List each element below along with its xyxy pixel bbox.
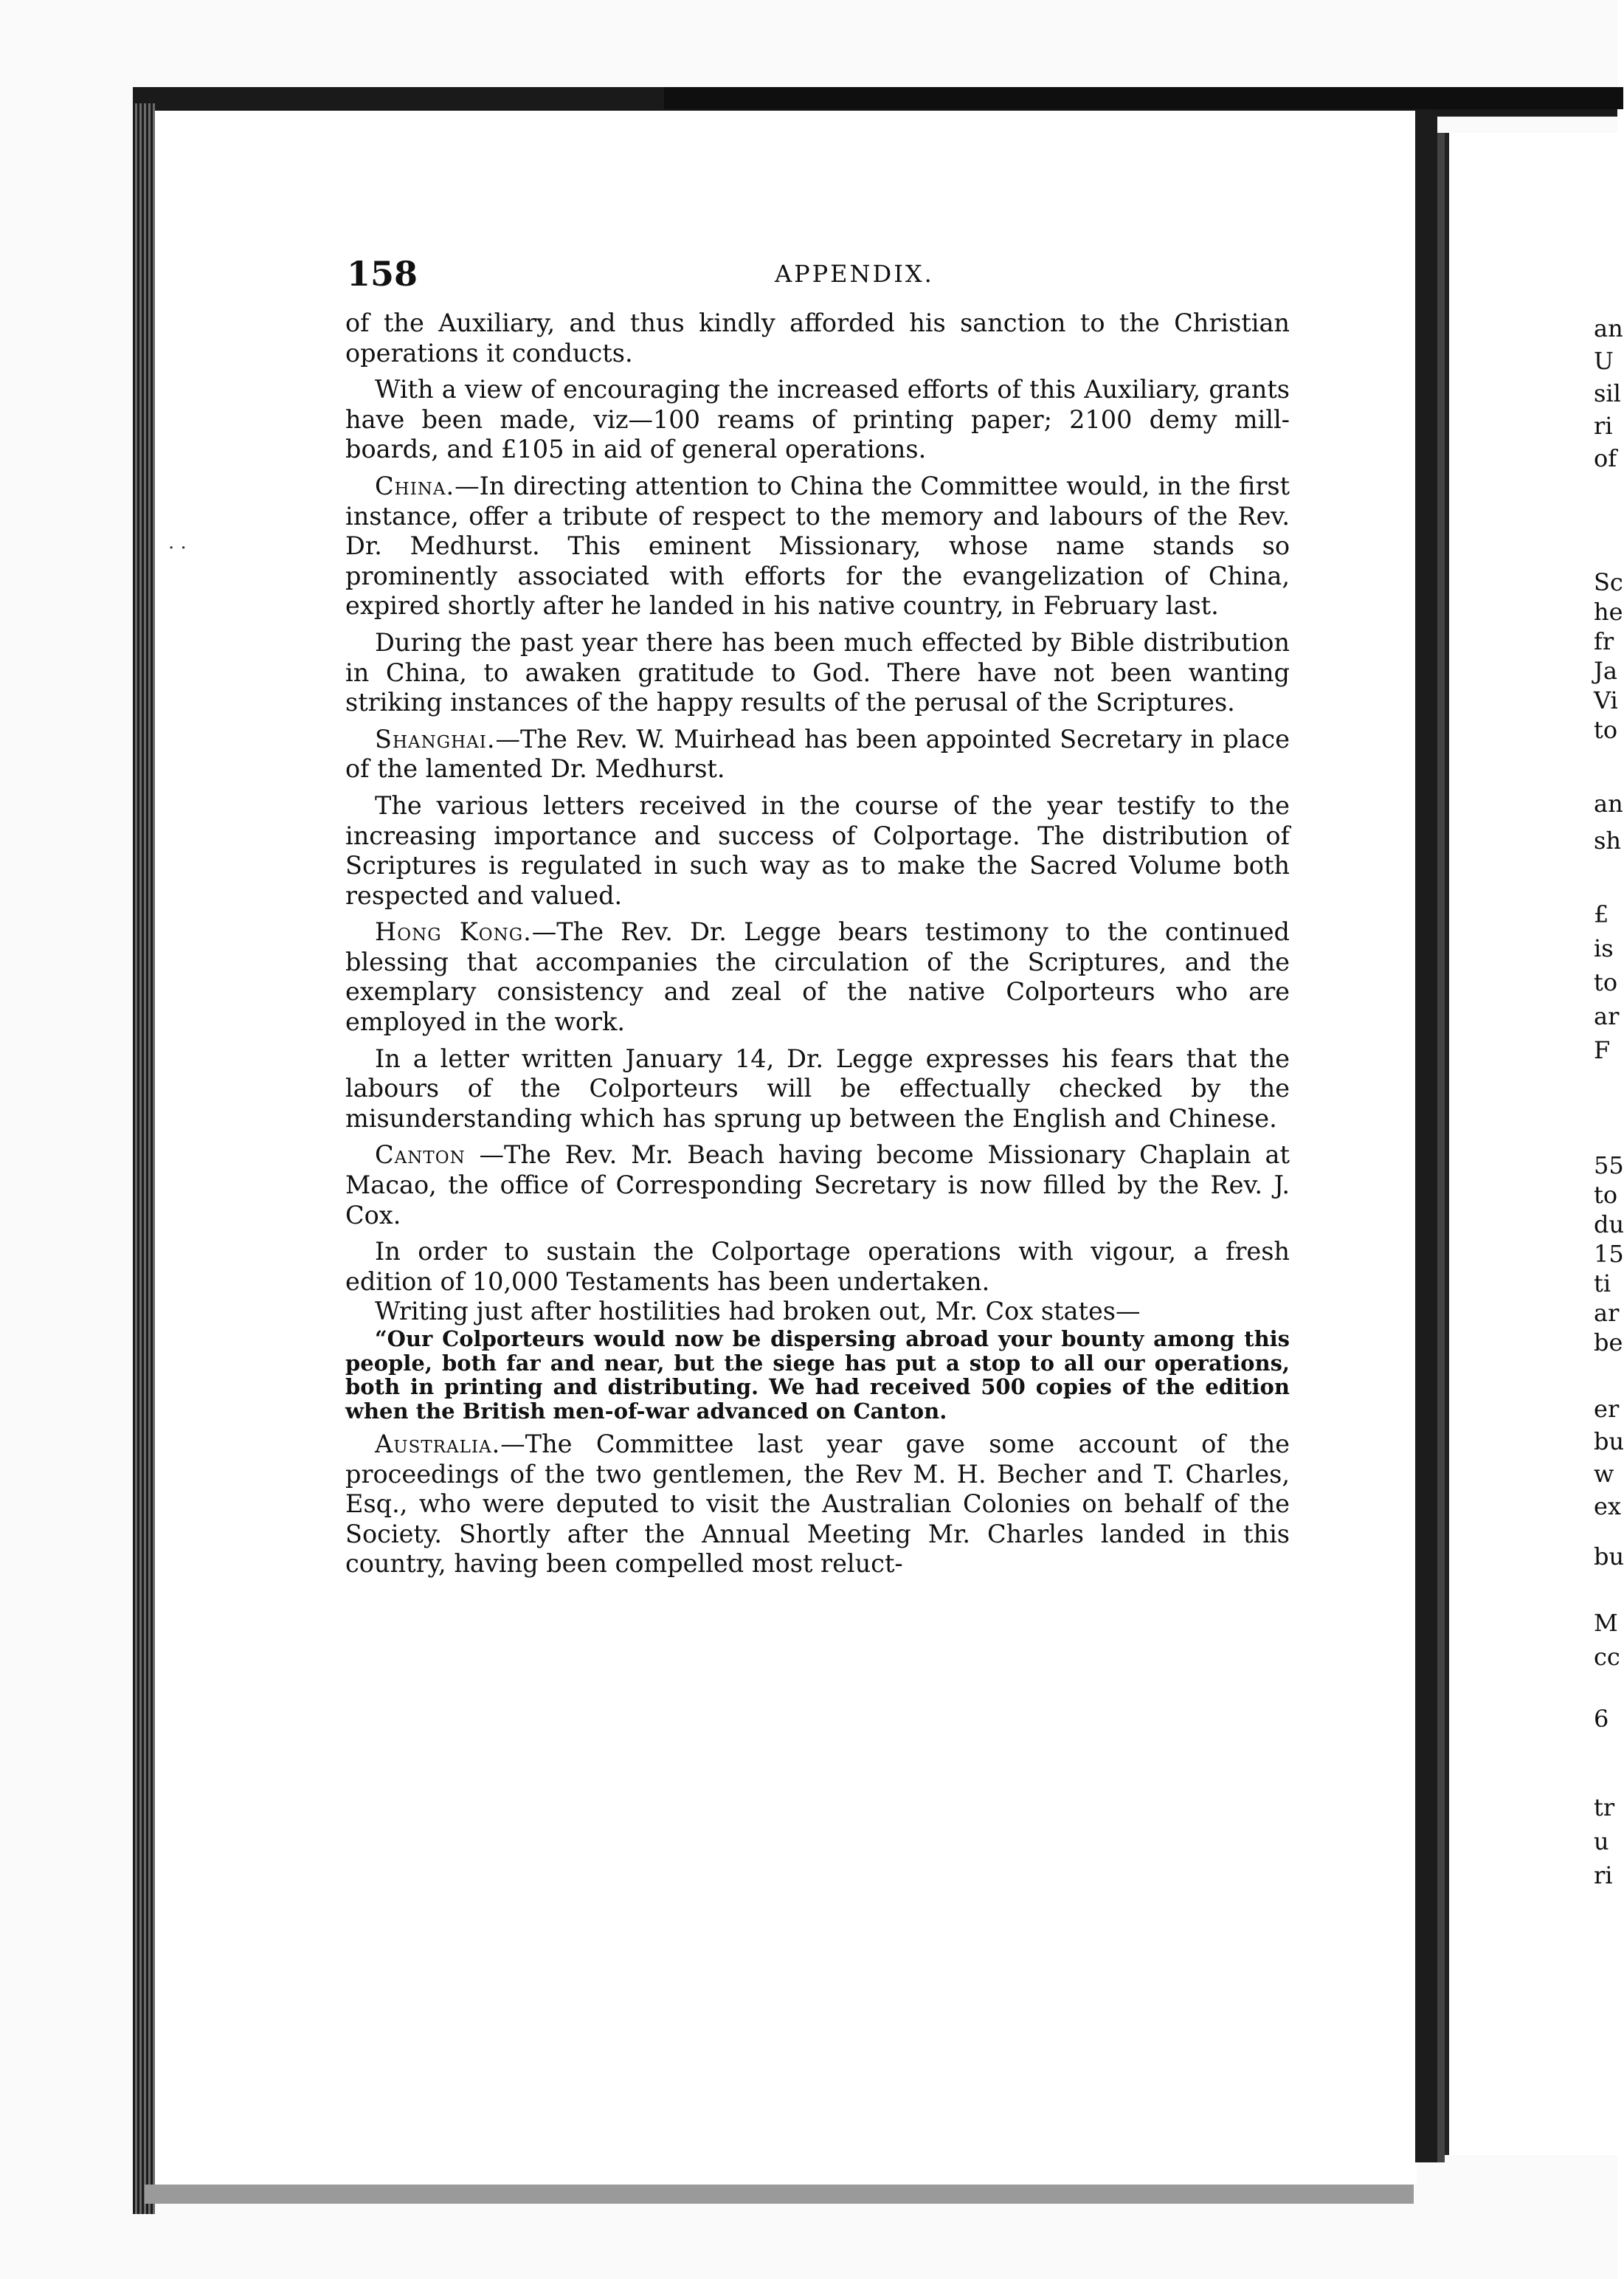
paragraph-bible-distribution: During the past year there has been much effected by Bible distribution in China, to awaken gratitude to God. There have not been wanting striking instances of the happy results of the perusal of the Scriptures. [345,627,1290,717]
section-text-china: —In directing attention to China the Committee would, in the first instance, offer a tribute of respect to the memory and labours of the Rev. Dr. Medhurst. This eminent Missionary, whose name stands so prominently associated with efforts for the evangelization of China, expired shortly after he landed in his native country, in February last. [345,471,1290,621]
right-page-fragment: of [1594,444,1617,472]
section-heading-australia: Australia. [375,1430,501,1458]
section-text-shanghai: —The Rev. W. Muirhead has been appointed Secretary in place of the lamented Dr. Medhurst. [345,724,1290,784]
right-page-fragment: tr [1594,1793,1615,1821]
page-body [345,308,1290,1579]
section-hong-kong [345,917,1290,1037]
quote-cox: “Our Colporteurs would now be dispersing abroad your bounty among this people, both far and near, but the siege has put a stop to all our operations, both in printing and distributing. We had received 500 copies of the edition when the British men-of-war advanced on Canton. [345,1326,1290,1424]
right-page-fragment: to [1594,968,1618,996]
section-heading-china: China. [375,471,455,500]
right-page-fragment: Sc [1594,568,1623,596]
right-page-fragment: du [1594,1210,1624,1238]
section-shanghai [345,725,1290,785]
right-page-fragment: ar [1594,1299,1620,1327]
right-page-fragment: cc [1594,1643,1620,1671]
paragraph-legge-letter: In a letter written January 14, Dr. Legge expresses his fears that the labours of the Colporteurs will be effectually checked by the misunderstanding which has sprung up between the English and Chinese. [345,1044,1290,1133]
right-page-fragment: be [1594,1328,1623,1356]
page-edges-left [133,103,155,2214]
section-australia [345,1430,1290,1579]
section-heading-canton: Canton [375,1140,466,1170]
running-head: APPENDIX. [775,260,934,288]
right-page-fragment: ex [1594,1492,1621,1520]
right-page-fragment: is [1594,934,1614,962]
right-page-fragment: w [1594,1460,1614,1488]
book-gutter [1415,111,1437,2162]
right-page-fragment: bu [1594,1427,1624,1455]
page-header [347,254,1284,298]
book-gutter-inner [1437,133,1445,2162]
right-page-fragment: sil [1594,379,1621,407]
margin-mark: · · [168,537,187,559]
right-page-fragment: ri [1594,1861,1613,1889]
right-page-fragment: Vi [1594,686,1618,714]
right-page-fragment: fr [1594,627,1614,655]
right-page-fragment: he [1594,598,1623,626]
right-page-fragment: ar [1594,1002,1620,1030]
book-top-shadow-right [664,87,1623,109]
section-text-australia: —The Committee last year gave some account of the proceedings of the two gentlemen, the Rev M. H. Becher and T. Charles, Esq., who were deputed to visit the Australian Colonies on behalf of the Society. Shortly after the Annual Meeting Mr. Charles landed in this country, having been compelled most reluct- [345,1430,1290,1579]
paragraph-colportage: The various letters received in the course of the year testify to the increasing importance and success of Colportage. The distribution of Scriptures is regulated in such way as to make the Sacred Volume both respected and valued. [345,790,1290,910]
right-page-fragment: bu [1594,1542,1624,1571]
right-page-fragment: to [1594,1181,1618,1209]
right-page-fragment: Ja [1594,657,1617,685]
right-page-fragment: U [1594,347,1614,375]
right-page-fragment: 55 [1594,1151,1624,1179]
right-page-fragment: 15 [1594,1240,1624,1268]
right-page-fragment: 6 [1594,1705,1609,1733]
right-page-fragment: £ [1594,900,1609,928]
right-page-fragment: an [1594,790,1623,818]
right-page-fragment: an [1594,314,1623,342]
right-page-fragment: ri [1594,412,1613,440]
paragraph-cox-states: Writing just after hostilities had broken out, Mr. Cox states— [375,1297,1141,1326]
right-page-fragment: er [1594,1395,1620,1423]
paragraph-grants: With a view of encouraging the increased efforts of this Auxiliary, grants have been made, viz—100 reams of printing paper; 2100 demy mill-boards, and £105 in aid of general operations. [345,375,1290,464]
page-number: 158 [347,254,418,294]
paragraph-auxiliary-continued: of the Auxiliary, and thus kindly afforded his sanction to the Christian operations it conducts. [345,308,1290,368]
section-china [345,472,1290,621]
section-heading-hong-kong: Hong Kong. [375,917,532,947]
right-page-fragment: ti [1594,1269,1611,1297]
section-text-canton: —The Rev. Mr. Beach having become Missionary Chaplain at Macao, the office of Corresponding Secretary is now filled by the Rev. J. Cox. [345,1140,1290,1230]
section-heading-shanghai: Shanghai. [375,724,496,754]
right-page-fragment: sh [1594,827,1622,855]
right-page-fragment: M [1594,1609,1618,1637]
section-canton [345,1140,1290,1230]
page-edges-bottom [145,2185,1414,2204]
right-page-fragment: to [1594,716,1618,744]
paragraph-testaments: In order to sustain the Colportage operations with vigour, a fresh edition of 10,000 Testaments has been undertaken. [345,1237,1290,1296]
section-text-hong-kong: —The Rev. Dr. Legge bears testimony to the continued blessing that accompanies the circulation of the Scriptures, and the exemplary consistency and zeal of the native Colporteurs who are employed in the work. [345,917,1290,1037]
right-page-fragment: u [1594,1827,1609,1855]
right-page-fragment: F [1594,1036,1611,1064]
